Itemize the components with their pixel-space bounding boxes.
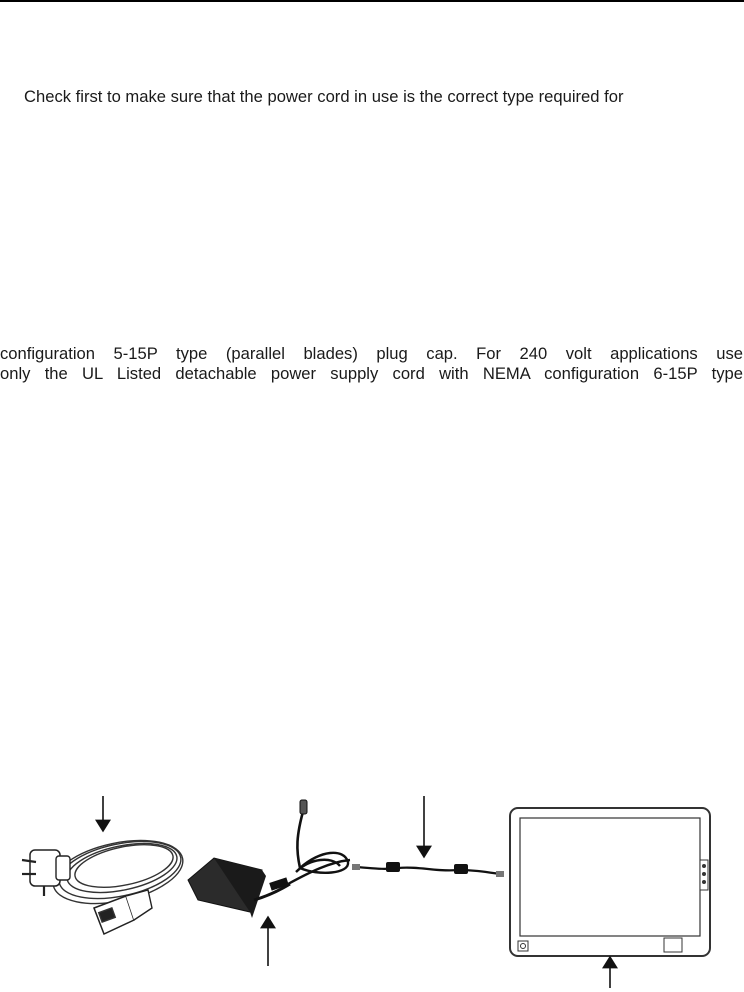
- text-line-ul-listed: only the UL Listed detachable power supply cord with NEMA configuration 6-15P type: [0, 364, 743, 383]
- top-rule: [0, 0, 744, 2]
- power-cord-icon: [22, 830, 189, 934]
- paragraph-check-power-cord: Check first to make sure that the power cord in use is the correct type required for: [24, 87, 624, 106]
- paragraph-cord-configuration: [0, 344, 743, 384]
- monitor-icon: [510, 808, 710, 956]
- ac-adapter-icon: [188, 800, 350, 918]
- text-line-configuration: configuration 5-15P type (parallel blades) plug cap. For 240 volt applications use: [0, 344, 743, 363]
- dc-cable-icon: [352, 862, 504, 877]
- power-connection-illustration: [0, 780, 744, 992]
